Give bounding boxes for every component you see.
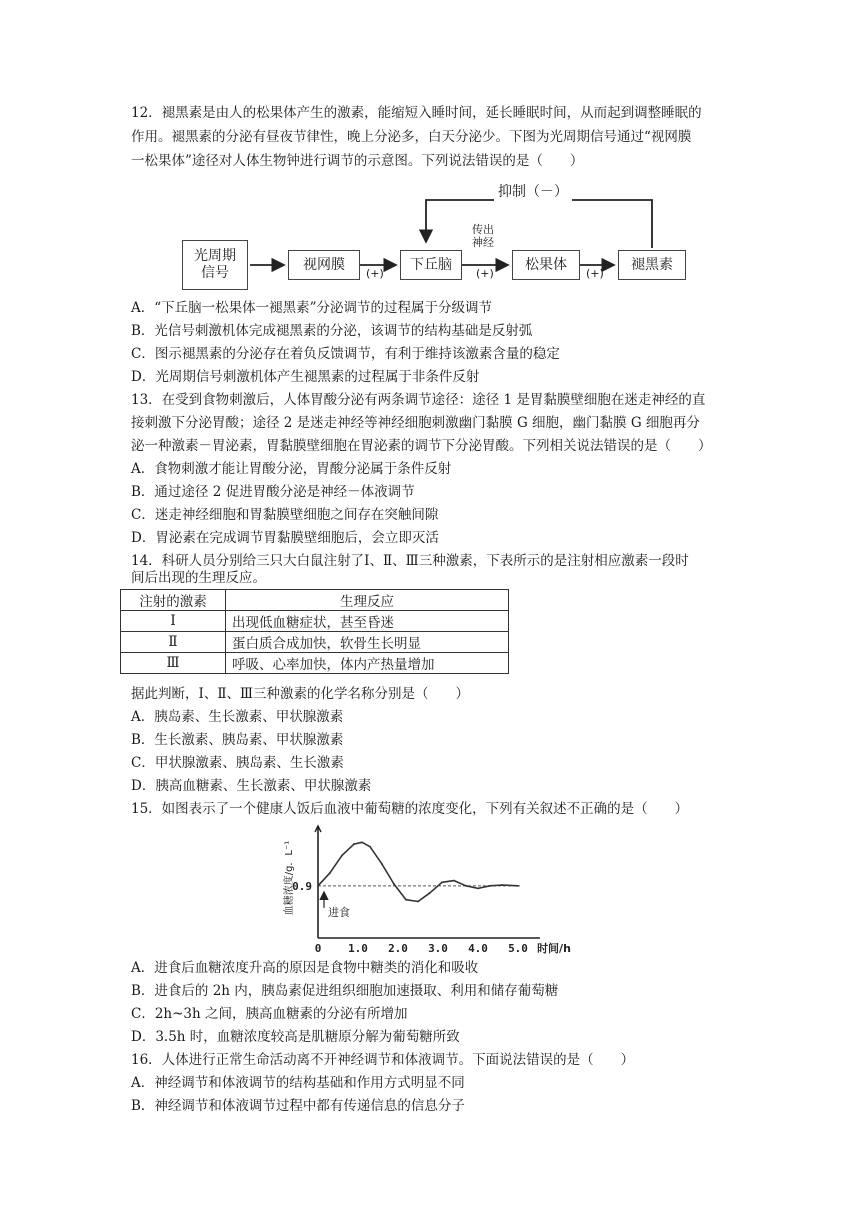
x-tick-label: 0: [314, 942, 322, 955]
table-cell: Ⅱ: [121, 632, 226, 653]
data-point: [465, 885, 467, 887]
y-axis-label: 血糖浓度/g．L⁻¹: [284, 840, 295, 916]
data-point: [353, 843, 355, 845]
x-axis-label: 时间/h: [537, 942, 571, 955]
table-row: [121, 611, 509, 632]
q15-option-d: D．3.5h 时，血糖浓度较高是肌糖原分解为葡萄糖所致: [131, 1029, 460, 1045]
q13-option-b: B．通过途径 2 促进胃酸分泌是神经－体液调节: [131, 484, 415, 500]
x-tick-label: 5.0: [508, 942, 528, 955]
node-pineal: 松果体: [512, 250, 580, 280]
data-point: [517, 885, 519, 887]
x-tick-label: 3.0: [428, 942, 448, 955]
node-light-signal: 光周期 信号: [182, 240, 248, 290]
table-header-cell: 生理反应: [226, 590, 509, 611]
table-header-cell: 注射的激素: [121, 590, 226, 611]
q14-option-d: D．胰高血糖素、生长激素、甲状腺激素: [131, 778, 372, 794]
feeding-annotation: 进食: [328, 905, 350, 919]
table-cell: Ⅰ: [121, 611, 226, 632]
q14-stem-line-1: 14．科研人员分别给三只大白鼠注射了Ⅰ、Ⅱ、Ⅲ三种激素，下表所示的是注射相应激素一段时: [131, 553, 689, 569]
glucose-curve: [318, 842, 518, 901]
data-point: [429, 892, 431, 894]
data-point: [317, 885, 319, 887]
table-cell: 蛋白质合成加快，软骨生长明显: [226, 632, 509, 653]
table-header-row: [121, 590, 509, 611]
q12-stem-line-1: 12．褪黑素是由人的松果体产生的激素，能缩短入睡时间，延长睡眠时间，从而起到调整睡眠的: [131, 105, 702, 121]
q14-option-a: A．胰岛素、生长激素、甲状腺激素: [131, 709, 344, 725]
q14-after-text: 据此判断，Ⅰ、Ⅱ、Ⅲ三种激素的化学名称分别是（ ）: [131, 686, 470, 702]
node-melatonin: 褪黑素: [618, 250, 686, 280]
data-point: [329, 872, 331, 874]
plus-label-1: (+): [366, 267, 384, 280]
q16-option-b: B．神经调节和体液调节过程中都有传递信息的信息分子: [131, 1098, 465, 1114]
q12-option-b: B．光信号刺激机体完成褪黑素的分泌，该调节的结构基础是反射弧: [131, 323, 533, 339]
q14-option-b: B．生长激素、胰岛素、甲状腺激素: [131, 732, 344, 748]
efferent-nerve-label: 传出 神经: [472, 223, 494, 249]
data-point: [501, 884, 503, 886]
q16-option-a: A．神经调节和体液调节的结构基础和作用方式明显不同: [131, 1075, 465, 1091]
q12-option-c: C．图示褪黑素的分泌存在着负反馈调节，有利于维持该激素含量的稳定: [131, 346, 560, 362]
q14-stem-line-2: 间后出现的生理反应。: [131, 570, 266, 586]
node-retina: 视网膜: [288, 250, 360, 280]
data-point: [417, 901, 419, 903]
feedback-inhibit-label: 抑制（－）: [494, 181, 572, 201]
q12-option-d: D．光周期信号刺激机体产生褪黑素的过程属于非条件反射: [131, 369, 480, 385]
data-point: [361, 841, 363, 843]
q13-option-c: C．迷走神经细胞和胃黏膜壁细胞之间存在突触间隙: [131, 507, 439, 523]
table-row: [121, 632, 509, 653]
table-cell: 出现低血糖症状，甚至昏迷: [226, 611, 509, 632]
q12-option-a: A．“下丘脑一松果体一褪黑素”分泌调节的过程属于分级调节: [131, 300, 493, 316]
data-point: [405, 899, 407, 901]
data-point: [341, 854, 343, 856]
x-tick-label: 1.0: [348, 942, 368, 955]
q13-stem-line-1: 13．在受到食物刺激后，人体胃酸分泌有两条调节途径：途径 1 是胃黏膜壁细胞在迷走神经的直: [131, 392, 706, 408]
y-tick-label: 0.9: [292, 879, 312, 893]
q13-stem-line-3: 泌一种激素－胃泌素，胃黏膜壁细胞在胃泌素的调节下分泌胃酸。下列相关说法错误的是（ ）: [131, 438, 712, 454]
hormone-table: [120, 589, 509, 674]
data-point: [369, 846, 371, 848]
y-axis-arrow: [315, 826, 321, 832]
q13-option-d: D．胃泌素在完成调节胃黏膜壁细胞后，会立即灭活: [131, 530, 439, 546]
data-point: [453, 880, 455, 882]
q15-option-c: C．2h~3h 之间，胰高血糖素的分泌有所增加: [131, 1006, 408, 1022]
data-point: [441, 881, 443, 883]
q15-option-b: B．进食后的 2h 内，胰岛素促进组织细胞加速摄取、利用和储存葡萄糖: [131, 983, 559, 999]
plus-label-3: (+): [586, 267, 604, 280]
plus-label-2: (+): [476, 267, 494, 280]
q15-option-a: A．进食后血糖浓度升高的原因是食物中糖类的消化和吸收: [131, 960, 479, 976]
data-point: [489, 885, 491, 887]
table-cell: Ⅲ: [121, 653, 226, 674]
x-tick-label: 2.0: [388, 942, 408, 955]
q16-stem: 16．人体进行正常生命活动离不开神经调节和体液调节。下面说法错误的是（ ）: [131, 1052, 635, 1068]
q12-stem-line-2: 作用。褪黑素的分泌有昼夜节律性，晚上分泌多，白天分泌少。下图为光周期信号通过“视网膜: [131, 129, 692, 145]
q13-stem-line-2: 接刺激下分泌胃酸；途径 2 是迷走神经等神经细胞刺激幽门黏膜 G 细胞，幽门黏膜 G 细胞再分: [131, 415, 700, 431]
data-point: [381, 863, 383, 865]
q13-option-a: A．食物刺激才能让胃酸分泌，胃酸分泌属于条件反射: [131, 461, 452, 477]
data-point: [477, 888, 479, 890]
q14-option-c: C．甲状腺激素、胰岛素、生长激素: [131, 755, 344, 771]
table-cell: 呼吸、心率加快，体内产热量增加: [226, 653, 509, 674]
q15-stem: 15．如图表示了一个健康人饭后血液中葡萄糖的浓度变化，下列有关叙述不正确的是（ ）: [131, 801, 689, 817]
table-row: [121, 653, 509, 674]
x-tick-label: 4.0: [468, 942, 488, 955]
data-point: [393, 883, 395, 885]
node-hypothalamus: 下丘脑: [400, 250, 462, 280]
q12-stem-line-3: 一松果体”途径对人体生物钟进行调节的示意图。下列说法错误的是（ ）: [131, 153, 584, 169]
